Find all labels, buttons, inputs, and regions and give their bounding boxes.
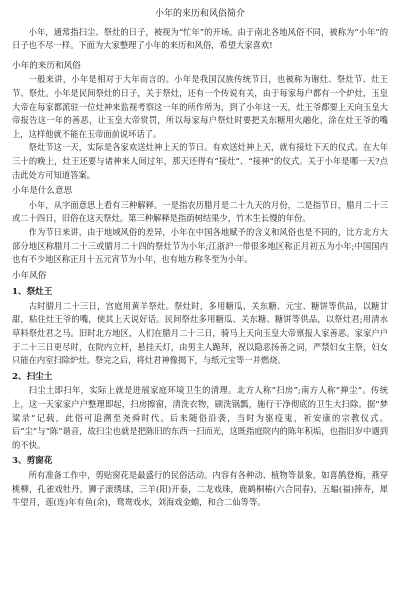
custom-heading-kitchen-god: 1、祭灶王 (12, 287, 53, 298)
meaning-paragraph-2: 作为节日来讲，由于地域风俗的差异，小年在中国各地赋予的含义和风俗也是不同的，比方北方大部分地区称腊月二十三或腊月二十四的祭灶节为小年;江浙沪一带很多地区称正月初五为小年;中国国内也有不少地区称正月十五元宵节为小年，也有地方称冬至为小年。 (12, 226, 388, 265)
customs-title: 小年风俗 (12, 270, 47, 281)
section-heading-origin: 小年的来历和风俗 (12, 60, 81, 71)
section-heading-meaning: 小年是什么意思 (12, 186, 73, 197)
custom-heading-paper-cutting: 3、剪窗花 (12, 456, 53, 467)
custom-heading-sweeping: 2、扫尘土 (12, 371, 53, 382)
custom-paragraph-paper-cutting: 所有准备工作中，剪贴窗花是最盛行的民俗活动。内容有各种动、植物等景象，如喜鹊登梅，燕穿桃柳，孔雀戏牡丹，狮子滚绣球，三羊(阳)开泰，二龙戏珠，鹿鹤桐椿(六合同春)，五蝠(福)捧寿，犀牛望月，莲(连)年有鱼(余)，鸳鸯戏水，刘海戏金蟾，和合二仙等等。 (12, 470, 388, 508)
meaning-paragraph-1: 小年，从字面意思上看有三种解释。一是指农历腊月是二十九天的月份，二是指节日，腊月二十三或二十四日，旧俗在这天祭灶。第三种解释是指荫树结果少，竹木生长慢的年份。 (12, 199, 388, 224)
document-title: 小年的来历和风俗简介 (154, 9, 245, 19)
custom-paragraph-kitchen-god: 古时腊月二十三日，宫庭用黄羊祭灶。祭灶时，多用糖瓜、关东糖、元宝、糖饼等供品，以糖甘甜，粘住灶王爷的嘴，使其上天说好话。民间祭灶多用糖瓜、关东糖、糖饼等供品，以祭灶君;用清水草料祭灶君之马。旧时北方地区，人们在腊月二十三日，骑马上天向玉皇大帝禀报人家善恶。家家户户于二十三日更尽时，在院内立杆，悬挂天灯，由男主人跪拜，祝以隐恶扬善之词，严禁妇女主祭，妇女只能在内室扫除炉灶。祭完之后，将灶君神像揭下，与纸元宝等一并燃烧。 (12, 300, 388, 366)
origin-paragraph-1: 一般来讲，小年是相对于大年而言的。小年是我国汉族传统节日，也被称为谢灶、祭灶节、灶王节、祭灶。小年是民间祭灶的日子，关于祭灶，还有一个传说有关，由于每家每户都有一个炉灶，玉皇大帝在每家都派驻一位灶神来监视考察这一年的所作所为，到了小年这一天，灶王爷都要上天向玉皇大帝报告这一年的善恶，让玉皇大帝赏罚，所以每家每户祭灶时要把关东糖用火融化，涂在灶王爷的嘴上，这样他就不能在玉帝面前说坏话了。 (12, 74, 388, 139)
spacer (12, 53, 388, 57)
intro-paragraph: 小年，通常指扫尘、祭灶的日子，被视为“忙年”的开场。由于南北各地风俗不同，被称为“小年”的日子也不尽一样。下面为大家整理了小年的来历和风俗，希望大家喜欢! (12, 26, 388, 51)
origin-paragraph-2: 祭灶节这一天，实际是各家欢送灶神上天的节日。有欢送灶神上天，就有接灶下天的仪式。在大年三十的晚上，灶王还要与诸神来人间过年，那天还得有“接灶”、“接神”的仪式。关于小年是哪一天?点击此处方可知道答案。 (12, 142, 388, 180)
custom-paragraph-sweeping: 扫尘土即扫年，实际上就是进展家庭环境卫生的清理。北方人称“扫房”;南方人称“掸尘”。传统上，这一天家家户户整理即起，扫房擦窗，清洗衣物，刷洗锅瓢，施行干净彻底的卫生大扫除。据“梦粱录”记载，此俗可追溯至尧舜时代。后来随俗沿袭，当时为驱疫鬼，祈安康的宗教仪式。后“尘”与“陈”谐音，故扫尘也就是把陈旧的东西一扫而光，这既指庭院内的陈年积垢，也指旧岁中遇到的不快。 (12, 385, 388, 450)
